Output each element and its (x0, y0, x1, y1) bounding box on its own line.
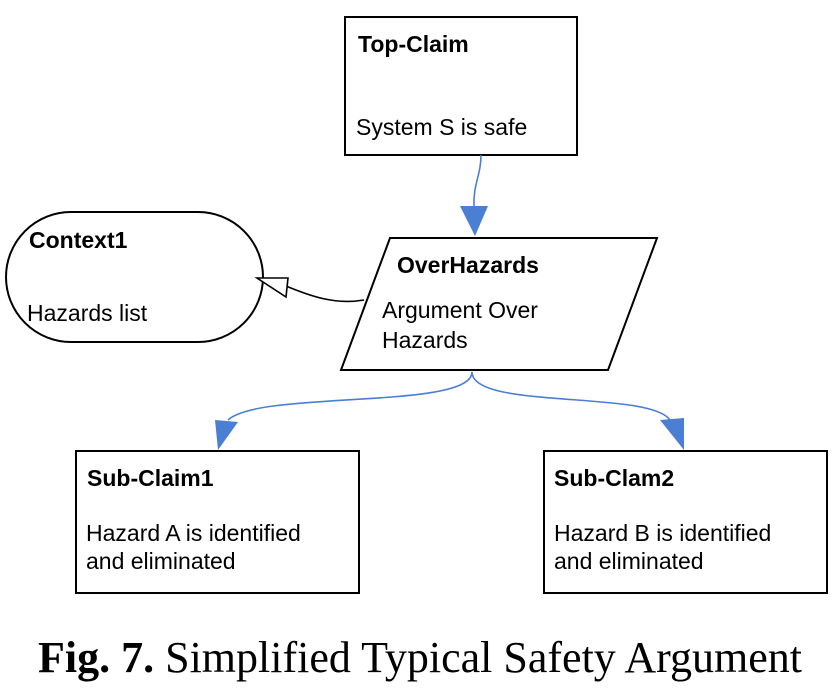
edge-overhazards-to-subclaim1-line (228, 372, 472, 420)
top-claim-body: System S is safe (356, 114, 528, 140)
node-sub-claim1 (76, 451, 359, 593)
context1-body: Hazards list (27, 300, 148, 326)
node-context1 (6, 212, 263, 342)
figure-caption-label: Fig. 7. (38, 633, 155, 682)
edge-overhazards-to-subclaim1-arrowhead (215, 420, 238, 450)
node-overhazards (341, 238, 657, 370)
sub-claim2-title: Sub-Clam2 (554, 465, 675, 491)
sub-claim2-body-line2: and eliminated (554, 548, 704, 574)
figure-caption (0, 632, 840, 683)
edge-overhazards-to-subclaim2-line (472, 372, 670, 420)
overhazards-body-line1: Argument Over (382, 297, 538, 323)
node-top-claim (345, 17, 577, 155)
overhazards-body-line2: Hazards (382, 327, 468, 353)
edge-overhazards-to-context-line (286, 286, 364, 301)
figure-caption-text: Simplified Typical Safety Argument (165, 633, 802, 682)
top-claim-title: Top-Claim (358, 31, 469, 57)
edge-overhazards-to-context (257, 278, 364, 301)
edge-top-to-overhazards (460, 155, 488, 236)
edge-overhazards-to-subclaim2-arrowhead (660, 418, 684, 450)
edge-top-to-overhazards-line (474, 155, 481, 206)
sub-claim1-title: Sub-Claim1 (87, 465, 214, 491)
sub-claim1-body-line2: and eliminated (86, 548, 236, 574)
edge-overhazards-to-subclaim1 (215, 372, 472, 450)
edge-overhazards-to-subclaim2 (472, 372, 684, 450)
sub-claim2-body-line1: Hazard B is identified (554, 520, 772, 546)
sub-claim1-body-line1: Hazard A is identified (86, 520, 301, 546)
overhazards-title: OverHazards (397, 252, 539, 278)
context1-title: Context1 (29, 227, 128, 253)
edge-top-to-overhazards-arrowhead (460, 206, 488, 236)
node-sub-claim2 (544, 451, 827, 593)
